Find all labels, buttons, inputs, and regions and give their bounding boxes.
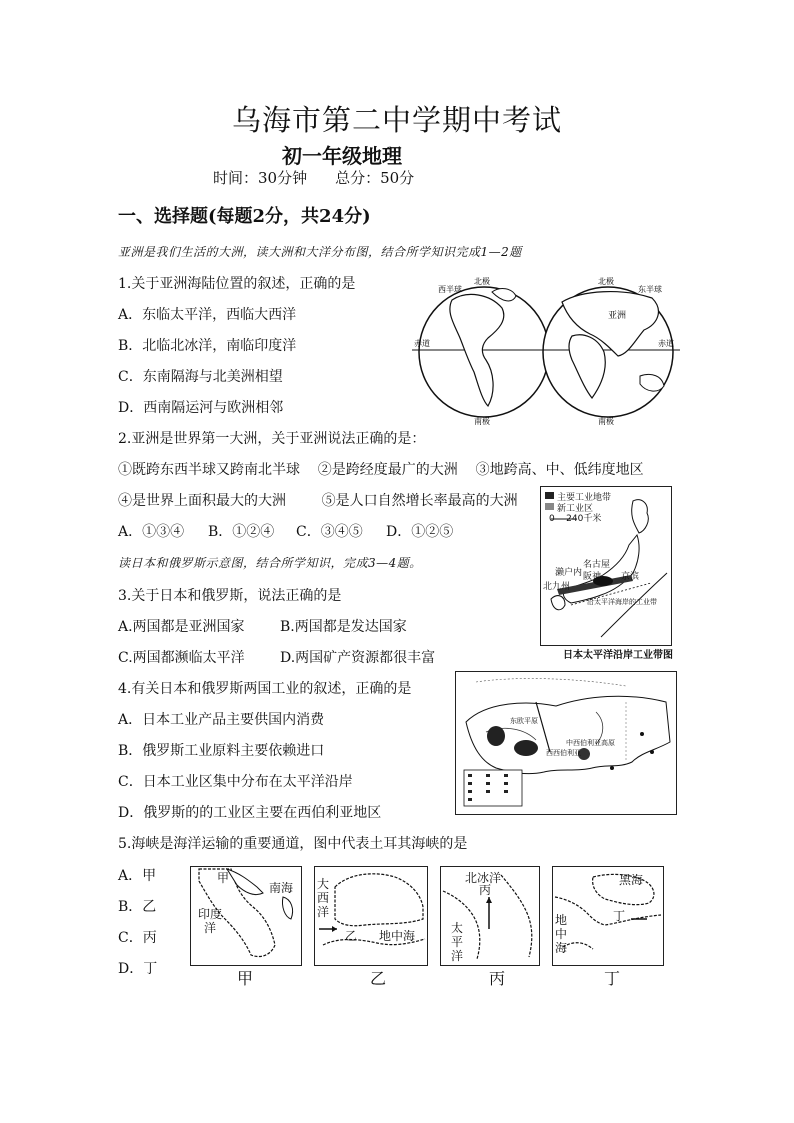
map-east-hemisphere: 东半球	[638, 285, 662, 294]
question-1-option-a[interactable]: A．东临太平洋，西临大西洋	[118, 307, 297, 323]
question-1-option-c[interactable]: C．东南隔海与北美洲相望	[118, 369, 283, 385]
strait-map-jia	[190, 866, 302, 966]
question-2-option-a[interactable]: A．①③④	[118, 524, 185, 540]
japan-label-setouchi: 濑户内	[555, 568, 583, 578]
question-1-stem: 1.关于亚洲海陆位置的叙述，正确的是	[118, 276, 356, 292]
strait-caption-jia: 甲	[237, 969, 254, 988]
japan-label-kitakyushu: 北九州	[543, 582, 571, 592]
japan-legend-main-belt: 主要工业地带	[557, 493, 612, 503]
russia-label-central-siberian-plateau: 中西伯利亚高原	[566, 739, 615, 747]
strait-bing-pacific: 太平洋	[451, 921, 464, 963]
japan-label-hanshin: 阪神	[583, 572, 602, 582]
strait-caption-bing: 丙	[489, 969, 506, 988]
russia-label-west-siberia: 西西伯利亚	[546, 749, 581, 757]
map-equator-east: 赤道	[658, 339, 674, 348]
strait-map-yi	[314, 866, 428, 966]
japan-industrial-map	[540, 486, 673, 661]
strait-map-bing	[440, 866, 540, 966]
question-3-option-a[interactable]: A.两国都是亚洲国家	[118, 619, 245, 635]
strait-jia-south-china-sea: 南海	[269, 881, 294, 895]
question-5-option-b[interactable]: B．乙	[118, 899, 157, 915]
japan-scale: 0 240千米	[549, 514, 602, 524]
question-3-option-d[interactable]: D.两国矿产资源都很丰富	[280, 650, 436, 666]
question-4-option-d[interactable]: D．俄罗斯的的工业区主要在西伯利亚地区	[118, 805, 382, 821]
question-2-statement-line-2: ④是世界上面积最大的大洲 ⑤是人口自然增长率最高的大洲	[118, 493, 518, 509]
exam-meta	[213, 167, 414, 188]
question-5-option-c[interactable]: C．丙	[118, 930, 157, 946]
map-north-pole-east: 北极	[598, 277, 614, 286]
map-south-pole-east: 南极	[598, 417, 614, 426]
exam-score: 总分：50分	[335, 169, 415, 187]
strait-map-ding	[552, 866, 664, 966]
strait-caption-yi: 乙	[370, 969, 387, 988]
question-5-stem: 5.海峡是海洋运输的重要通道，图中代表土耳其海峡的是	[118, 836, 468, 852]
question-5-option-d[interactable]: D．丁	[118, 961, 158, 977]
japan-legend-new-zone: 新工业区	[557, 504, 594, 514]
intro-text-2: 读日本和俄罗斯示意图，结合所学知识，完成3—4题。	[118, 556, 422, 570]
strait-yi-mediterranean: 地中海	[379, 929, 416, 943]
strait-ding-black-sea: 黑海	[619, 873, 644, 887]
question-4-stem: 4.有关日本和俄罗斯两国工业的叙述，正确的是	[118, 681, 412, 697]
strait-jia-indian-ocean: 印度洋	[197, 907, 222, 935]
question-3-stem: 3.关于日本和俄罗斯，说法正确的是	[118, 588, 342, 604]
japan-pacific-belt-label: 沿太平洋海岸的工业带	[587, 598, 657, 606]
russia-label-east-european-plain: 东欧平原	[510, 717, 538, 725]
map-west-hemisphere: 西半球	[438, 285, 462, 294]
intro-text-1: 亚洲是我们生活的大洲，读大洲和大洋分布图，结合所学知识完成1—2题	[118, 245, 522, 259]
question-2-option-b[interactable]: B．①②④	[208, 524, 275, 540]
question-2-option-c[interactable]: C．③④⑤	[296, 524, 363, 540]
strait-yi-marker: 乙	[345, 929, 358, 943]
exam-time: 时间：30分钟	[213, 169, 308, 187]
question-2-stem: 2.亚洲是世界第一大洲，关于亚洲说法正确的是：	[118, 431, 426, 447]
question-2-statement-line-1: ①既跨东西半球又跨南北半球 ②是跨经度最广的大洲 ③地跨高、中、低纬度地区	[118, 462, 644, 478]
question-4-option-c[interactable]: C．日本工业区集中分布在太平洋沿岸	[118, 774, 353, 790]
question-1-option-b[interactable]: B．北临北冰洋，南临印度洋	[118, 338, 297, 354]
question-3-option-c[interactable]: C.两国都濒临太平洋	[118, 650, 245, 666]
question-4-option-b[interactable]: B．俄罗斯工业原料主要依赖进口	[118, 743, 325, 759]
strait-bing-arctic: 北冰洋	[465, 871, 502, 885]
strait-yi-atlantic: 大西洋	[317, 877, 330, 919]
exam-title: 乌海市第二中学期中考试	[231, 103, 562, 137]
question-1-option-d[interactable]: D．西南隔运河与欧洲相邻	[118, 400, 284, 416]
question-5-option-a[interactable]: A．甲	[118, 868, 157, 884]
japan-label-nagoya: 名古屋	[583, 560, 611, 570]
strait-jia-marker: 甲	[217, 871, 230, 885]
section-heading: 一、选择题(每题2分，共24分)	[118, 206, 371, 227]
japan-map-caption: 日本太平洋沿岸工业带图	[563, 650, 673, 661]
map-south-pole-west: 南极	[474, 417, 490, 426]
question-3-option-b[interactable]: B.两国都是发达国家	[280, 619, 407, 635]
japan-label-keihin: 京滨	[621, 572, 640, 582]
map-asia-label: 亚洲	[608, 311, 627, 321]
exam-subtitle: 初一年级地理	[282, 144, 402, 168]
strait-ding-marker: 丁	[613, 909, 626, 923]
map-equator-west: 赤道	[414, 339, 430, 348]
strait-caption-ding: 丁	[604, 969, 621, 988]
question-4-option-a[interactable]: A．日本工业产品主要供国内消费	[118, 712, 325, 728]
question-2-option-d[interactable]: D．①②⑤	[386, 524, 454, 540]
strait-bing-marker: 丙	[479, 883, 492, 897]
world-hemispheres-map	[412, 272, 680, 432]
strait-ding-mediterranean: 地中海	[555, 913, 568, 955]
russia-industrial-map	[455, 671, 677, 815]
map-north-pole-west: 北极	[474, 277, 490, 286]
